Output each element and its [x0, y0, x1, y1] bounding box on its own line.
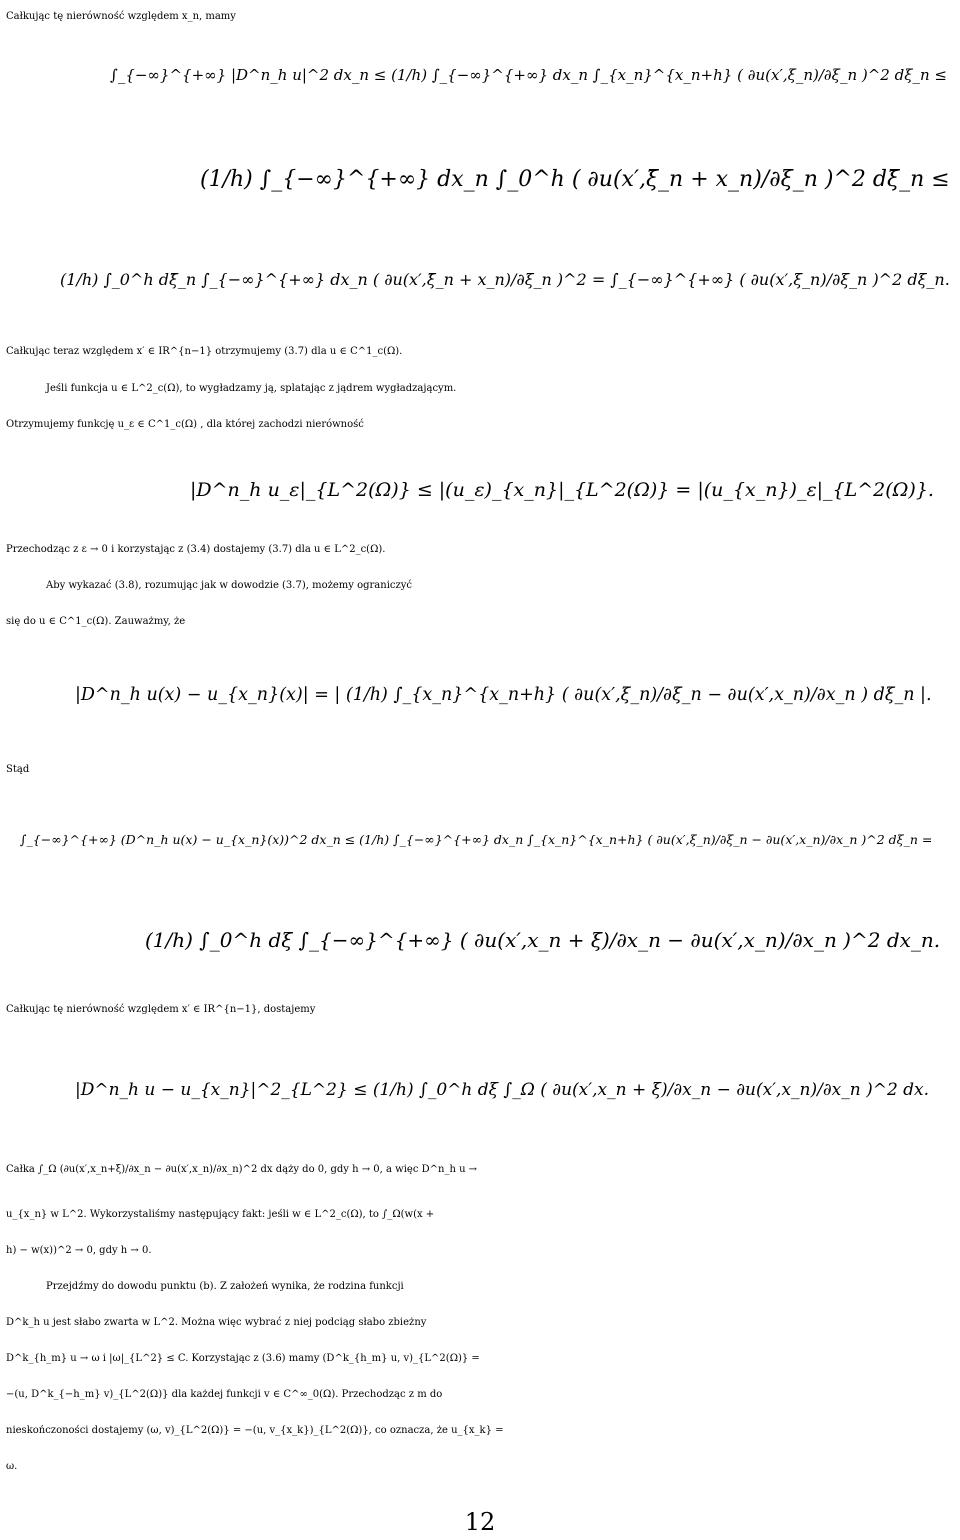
page-number: 12 [464, 1508, 496, 1536]
text-line: Całkując tę nierówność względem x_n, mamy [6, 11, 236, 22]
text-line: u_{x_n} w L^2. Wykorzystaliśmy następujący fakt: jeśli w ∈ L^2_c(Ω), to ∫_Ω(w(x + [6, 1209, 435, 1220]
equation-4: |D^n_h u_ε|_{L^2(Ω)} ≤ |(u_ε)_{x_n}|_{L^2(Ω)} = |(u_{x_n})_ε|_{L^2(Ω)}. [190, 479, 934, 501]
text-line: D^k_h u jest słabo zwarta w L^2. Można więc wybrać z niej podciąg słabo zbieżny [6, 1317, 427, 1328]
equation-8: |D^n_h u − u_{x_n}|^2_{L^2} ≤ (1/h) ∫_0^h dξ ∫_Ω ( ∂u(x′,x_n + ξ)/∂x_n − ∂u(x′,x_n)/∂x_n )^2 dx. [75, 1080, 930, 1100]
text-line: D^k_{h_m} u → ω i |ω|_{L^2} ≤ C. Korzystając z (3.6) mamy (D^k_{h_m} u, v)_{L^2(Ω)} = [6, 1353, 480, 1364]
text-line: Stąd [6, 764, 30, 775]
text-line: Całka ∫_Ω (∂u(x′,x_n+ξ)/∂x_n − ∂u(x′,x_n)/∂x_n)^2 dx dąży do 0, gdy h → 0, a więc D^n_h u → [6, 1164, 478, 1175]
text-line: Aby wykazać (3.8), rozumując jak w dowodzie (3.7), możemy ograniczyć [46, 580, 413, 591]
text-line: h) − w(x))^2 → 0, gdy h → 0. [6, 1245, 152, 1256]
text-line: ω. [6, 1461, 18, 1472]
text-line: Otrzymujemy funkcję u_ε ∈ C^1_c(Ω) , dla której zachodzi nierówność [6, 419, 364, 430]
equation-7: (1/h) ∫_0^h dξ ∫_{−∞}^{+∞} ( ∂u(x′,x_n + ξ)/∂x_n − ∂u(x′,x_n)/∂x_n )^2 dx_n. [145, 928, 941, 952]
text-line: nieskończoności dostajemy (ω, v)_{L^2(Ω)} = −(u, v_{x_k})_{L^2(Ω)}, co oznacza, że u_{x_k} = [6, 1425, 504, 1436]
text-line: Jeśli funkcja u ∈ L^2_c(Ω), to wygładzamy ją, splatając z jądrem wygładzającym. [46, 383, 457, 394]
text-line: Całkując teraz względem x′ ∈ IR^{n−1} otrzymujemy (3.7) dla u ∈ C^1_c(Ω). [6, 346, 403, 357]
equation-5: |D^n_h u(x) − u_{x_n}(x)| = | (1/h) ∫_{x_n}^{x_n+h} ( ∂u(x′,ξ_n)/∂ξ_n − ∂u(x′,x_n)/∂x_n ) dξ_n |. [75, 685, 932, 705]
equation-1: ∫_{−∞}^{+∞} |D^n_h u|^2 dx_n ≤ (1/h) ∫_{−∞}^{+∞} dx_n ∫_{x_n}^{x_n+h} ( ∂u(x′,ξ_n)/∂ξ_n )^2 dξ_n ≤ [110, 66, 947, 84]
text-line: −(u, D^k_{−h_m} v)_{L^2(Ω)} dla każdej funkcji v ∈ C^∞_0(Ω). Przechodząc z m do [6, 1389, 443, 1400]
equation-3: (1/h) ∫_0^h dξ̄_n ∫_{−∞}^{+∞} dx_n ( ∂u(x′,ξ̄_n + x_n)/∂ξ_n )^2 = ∫_{−∞}^{+∞} ( ∂u(x′,ξ_n)/∂ξ_n )^2 dξ_n. [60, 270, 950, 289]
text-line: Przejdźmy do dowodu punktu (b). Z założeń wynika, że rodzina funkcji [46, 1281, 404, 1292]
equation-2: (1/h) ∫_{−∞}^{+∞} dx_n ∫_0^h ( ∂u(x′,ξ̄_n + x_n)/∂ξ_n )^2 dξ̄_n ≤ [200, 167, 950, 192]
text-line: Całkując tę nierówność względem x′ ∈ IR^{n−1}, dostajemy [6, 1004, 316, 1015]
text-line: się do u ∈ C^1_c(Ω). Zauważmy, że [6, 616, 186, 627]
text-line: Przechodząc z ε → 0 i korzystając z (3.4) dostajemy (3.7) dla u ∈ L^2_c(Ω). [6, 544, 386, 555]
equation-6: ∫_{−∞}^{+∞} (D^n_h u(x) − u_{x_n}(x))^2 dx_n ≤ (1/h) ∫_{−∞}^{+∞} dx_n ∫_{x_n}^{x_n+h} ( ∂u(x′,ξ_n)/∂ξ_n − ∂u(x′,x_n)/∂x_n )^2 dξ_n = [20, 832, 933, 847]
